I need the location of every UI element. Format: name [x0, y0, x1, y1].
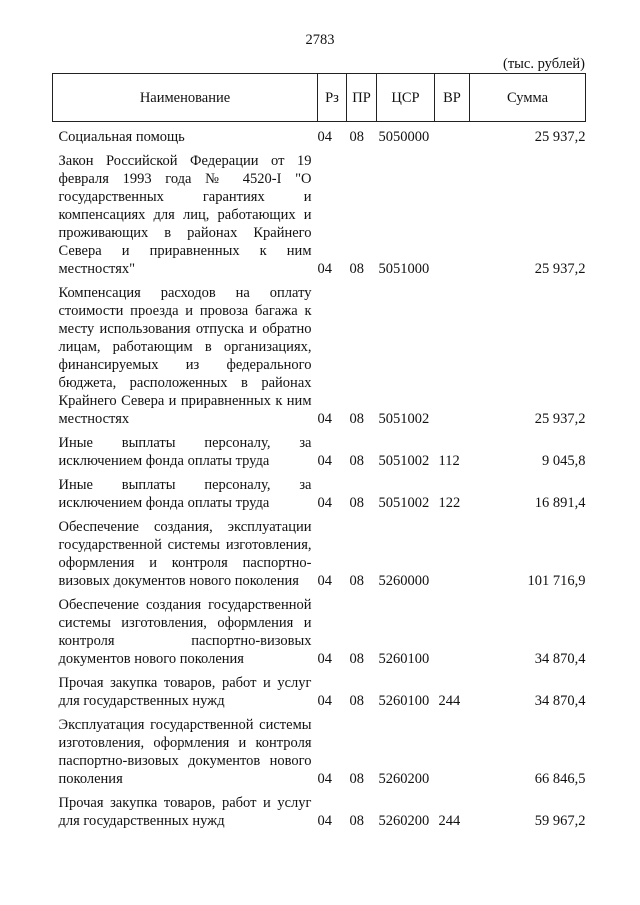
- header-vr: ВР: [435, 74, 470, 122]
- budget-table: [52, 73, 586, 833]
- row-csr: 5051000: [378, 261, 430, 277]
- row-rz: 04: [317, 813, 332, 829]
- row-rz: 04: [317, 771, 332, 787]
- row-csr: 5051002: [378, 495, 430, 511]
- header-name: Наименование: [53, 74, 318, 122]
- table-row: [53, 122, 586, 150]
- row-pr: 08: [349, 693, 364, 709]
- row-pr: 08: [349, 813, 364, 829]
- row-name: Обеспечение создания государственной системы изготовления, оформления и контроля паспортно-визовых документов нового поколения: [58, 597, 312, 667]
- table-row: [53, 593, 586, 671]
- row-vr: 244: [438, 693, 461, 709]
- row-csr: 5260200: [378, 771, 430, 787]
- row-name: Иные выплаты персоналу, за исключением фонда оплаты труда: [58, 477, 312, 511]
- row-pr: 08: [349, 261, 364, 277]
- row-pr: 08: [349, 651, 364, 667]
- page-number: 2783: [305, 32, 335, 48]
- row-name: Прочая закупка товаров, работ и услуг для государственных нужд: [58, 675, 312, 709]
- row-vr: [435, 149, 470, 281]
- row-rz: 04: [317, 573, 332, 589]
- row-csr: 5050000: [378, 129, 430, 145]
- row-pr: 08: [349, 453, 364, 469]
- table-row: [53, 431, 586, 473]
- row-rz: 04: [317, 261, 332, 277]
- row-csr: 5051002: [378, 411, 430, 427]
- row-pr: 08: [349, 573, 364, 589]
- row-vr: 244: [438, 813, 461, 829]
- row-rz: 04: [317, 693, 332, 709]
- row-csr: 5260200: [378, 813, 430, 829]
- row-sum: 34 870,4: [534, 651, 586, 667]
- row-pr: 08: [349, 771, 364, 787]
- row-vr: 122: [438, 495, 461, 511]
- row-pr: 08: [349, 495, 364, 511]
- row-sum: 25 937,2: [534, 261, 586, 277]
- row-rz: 04: [317, 411, 332, 427]
- header-sum: Сумма: [470, 74, 586, 122]
- row-name: Эксплуатация государственной системы изготовления, оформления и контроля паспортно-визовых документов нового поколения: [58, 717, 312, 787]
- table-row: [53, 473, 586, 515]
- row-rz: 04: [317, 495, 332, 511]
- row-rz: 04: [317, 453, 332, 469]
- row-csr: 5260100: [378, 651, 430, 667]
- header-rz: Рз: [318, 74, 347, 122]
- row-csr: 5260000: [378, 573, 430, 589]
- table-body: [53, 122, 586, 834]
- row-vr: [435, 122, 470, 150]
- row-sum: 59 967,2: [534, 813, 586, 829]
- row-name: Иные выплаты персоналу, за исключением фонда оплаты труда: [58, 435, 312, 469]
- row-name: Компенсация расходов на оплату стоимости проезда и провоза багажа к месту использования отпуска и обратно лицам, работающим в организациях, финансируемых из федерального бюджета, расположенных в районах Крайнего Севера и приравненных к ним местностях: [58, 285, 312, 427]
- row-vr: [435, 593, 470, 671]
- units-label: (тыс. рублей): [503, 56, 585, 72]
- row-pr: 08: [349, 411, 364, 427]
- table-row: [53, 671, 586, 713]
- table-row: [53, 791, 586, 833]
- row-sum: 101 716,9: [527, 573, 586, 589]
- row-sum: 66 846,5: [534, 771, 586, 787]
- row-rz: 04: [317, 651, 332, 667]
- row-csr: 5051002: [378, 453, 430, 469]
- row-name: Прочая закупка товаров, работ и услуг для государственных нужд: [58, 795, 312, 829]
- row-csr: 5260100: [378, 693, 430, 709]
- row-name: Обеспечение создания, эксплуатации государственной системы изготовления, оформления и контроля паспортно-визовых документов нового поколения: [58, 519, 312, 589]
- row-sum: 34 870,4: [534, 693, 586, 709]
- row-rz: 04: [317, 129, 332, 145]
- row-vr: 112: [438, 453, 460, 469]
- table-header: [53, 74, 586, 122]
- row-vr: [435, 713, 470, 791]
- header-csr: ЦСР: [377, 74, 435, 122]
- row-sum: 9 045,8: [542, 453, 586, 469]
- table-row: [53, 149, 586, 281]
- table-row: [53, 713, 586, 791]
- row-pr: 08: [349, 129, 364, 145]
- table-row: [53, 515, 586, 593]
- row-sum: 25 937,2: [534, 129, 586, 145]
- row-sum: 25 937,2: [534, 411, 586, 427]
- row-sum: 16 891,4: [534, 495, 586, 511]
- table-row: [53, 281, 586, 431]
- row-name: Социальная помощь: [58, 129, 185, 145]
- row-vr: [435, 281, 470, 431]
- header-pr: ПР: [347, 74, 377, 122]
- row-name: Закон Российской Федерации от 19 февраля 1993 года № 4520-I "О государственных гарантиях и компенсациях для лиц, работающих и проживающих в районах Крайнего Севера и приравненных к ним местностях": [58, 153, 312, 277]
- row-vr: [435, 515, 470, 593]
